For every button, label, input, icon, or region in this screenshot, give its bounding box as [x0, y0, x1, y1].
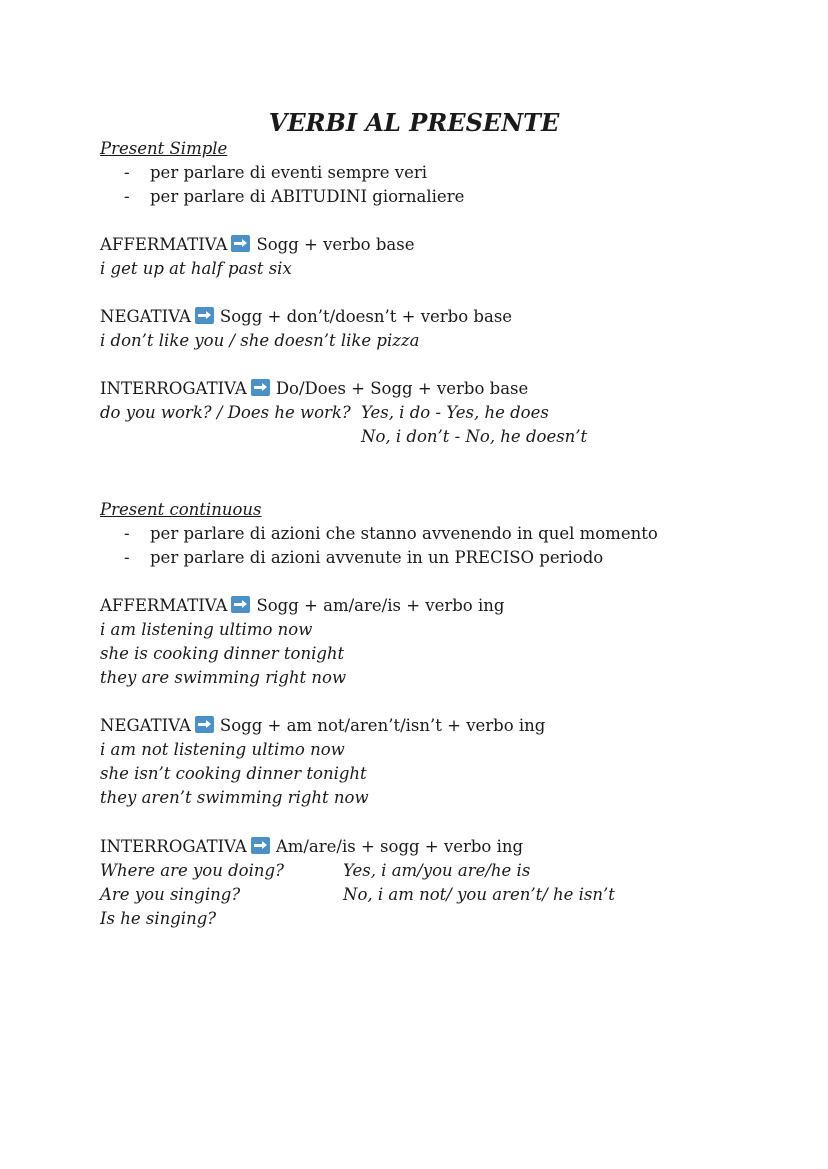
rule-label: INTERROGATIVA: [100, 837, 247, 856]
example-answer: No, i don’t - No, he doesn’t: [361, 427, 588, 446]
rule-formula: Sogg + verbo base: [256, 235, 415, 254]
rule-formula: Am/are/is + sogg + verbo ing: [275, 837, 524, 856]
example-sentence: i am listening ultimo now: [100, 620, 313, 639]
rule-line-negative: [100, 715, 545, 737]
bullet-text: per parlare di eventi sempre veri: [150, 163, 428, 182]
page-title: VERBI AL PRESENTE: [268, 108, 560, 137]
example-sentence: i am not listening ultimo now: [100, 740, 345, 759]
rule-line-affirmative: [100, 595, 504, 617]
right-arrow-icon: [195, 307, 214, 324]
bullet-text: per parlare di azioni avvenute in un PRECISO periodo: [150, 548, 604, 567]
rule-label: NEGATIVA: [100, 716, 191, 735]
rule-line-interrogative: [100, 836, 523, 858]
example-question: do you work? / Does he work?: [100, 403, 351, 422]
rule-formula: Sogg + don’t/doesn’t + verbo base: [219, 307, 513, 326]
example-sentence: i get up at half past six: [100, 259, 292, 278]
example-question: Where are you doing?: [100, 861, 284, 880]
right-arrow-icon: [231, 235, 250, 252]
example-answer: Yes, i do - Yes, he does: [361, 403, 549, 422]
example-sentence: she is cooking dinner tonight: [100, 644, 345, 663]
example-question: Is he singing?: [100, 909, 217, 928]
rule-formula: Sogg + am not/aren’t/isn’t + verbo ing: [219, 716, 546, 735]
rule-line-interrogative: [100, 378, 528, 400]
section-heading-present-continuous: Present continuous: [100, 500, 262, 519]
right-arrow-icon: [231, 596, 250, 613]
example-question: Are you singing?: [100, 885, 241, 904]
bullet-text: per parlare di azioni che stanno avvenendo in quel momento: [150, 524, 658, 543]
example-sentence: i don’t like you / she doesn’t like pizza: [100, 331, 420, 350]
rule-formula: Do/Does + Sogg + verbo base: [275, 379, 529, 398]
rule-formula: Sogg + am/are/is + verbo ing: [256, 596, 505, 615]
example-sentence: she isn’t cooking dinner tonight: [100, 764, 367, 783]
bullet-text: per parlare di ABITUDINI giornaliere: [150, 187, 465, 206]
right-arrow-icon: [251, 837, 270, 854]
example-answer: Yes, i am/you are/he is: [343, 861, 531, 880]
rule-label: NEGATIVA: [100, 307, 191, 326]
rule-label: AFFERMATIVA: [100, 596, 228, 615]
bullet-dash: -: [124, 524, 130, 543]
rule-label: AFFERMATIVA: [100, 235, 228, 254]
right-arrow-icon: [251, 379, 270, 396]
bullet-dash: -: [124, 548, 130, 567]
rule-label: INTERROGATIVA: [100, 379, 247, 398]
example-sentence: they are swimming right now: [100, 668, 347, 687]
bullet-dash: -: [124, 163, 130, 182]
bullet-dash: -: [124, 187, 130, 206]
section-heading-present-simple: Present Simple: [100, 139, 228, 158]
example-sentence: they aren’t swimming right now: [100, 788, 369, 807]
example-answer: No, i am not/ you aren’t/ he isn’t: [343, 885, 615, 904]
rule-line-affirmative: [100, 234, 414, 256]
rule-line-negative: [100, 306, 512, 328]
right-arrow-icon: [195, 716, 214, 733]
